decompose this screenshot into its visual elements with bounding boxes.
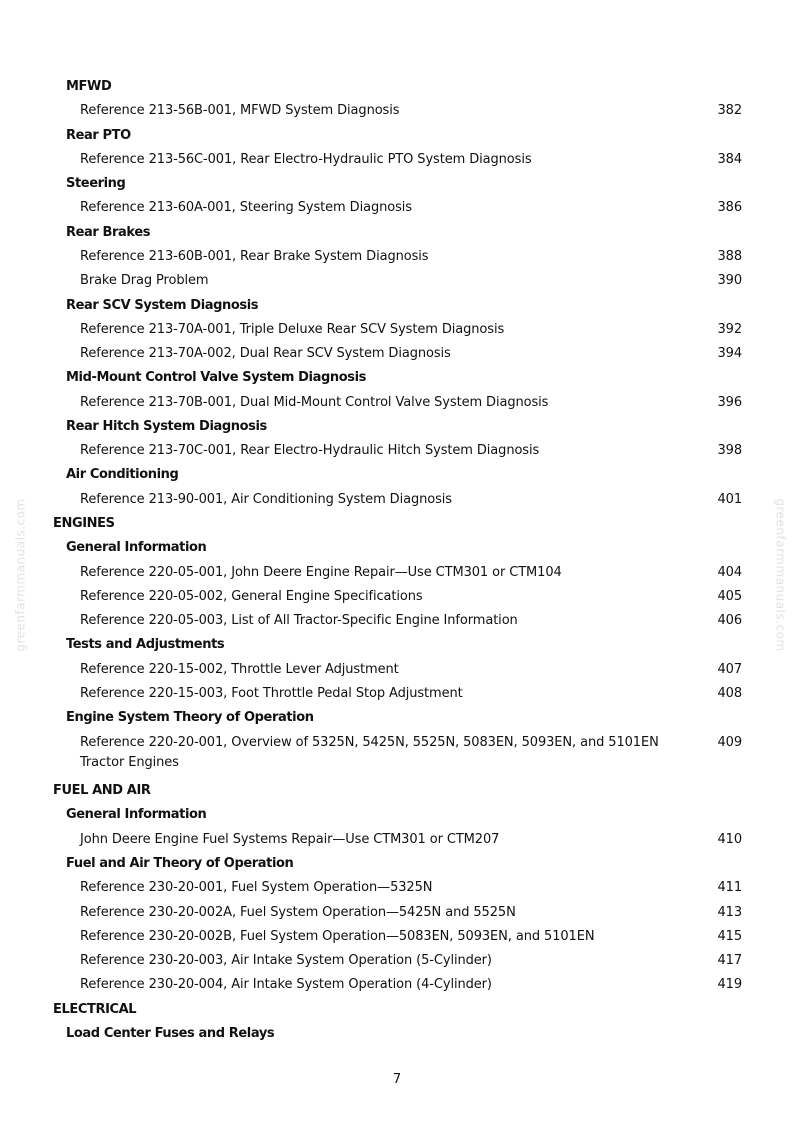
toc-entry-title: Reference 213-60B-001, Rear Brake System Diagnosis [80, 248, 429, 264]
toc-entry[interactable] [80, 344, 742, 364]
toc-entry-page: 419 [717, 977, 742, 993]
toc-entry[interactable] [80, 563, 742, 583]
toc-entry-title: John Deere Engine Fuel Systems Repair—Use CTM301 or CTM207 [80, 831, 500, 847]
toc-entry[interactable] [80, 684, 742, 704]
toc-section-heading: General Information [66, 540, 207, 556]
toc-entry-page: 413 [717, 904, 742, 920]
toc-entry-page: 406 [717, 613, 742, 629]
toc-entry-title: Reference 213-56B-001, MFWD System Diagnosis [80, 103, 400, 119]
toc-entry-page: 388 [717, 248, 742, 264]
toc-section-heading: Load Center Fuses and Relays [66, 1025, 275, 1041]
toc-section-heading: Fuel and Air Theory of Operation [66, 855, 294, 871]
watermark-right: greenfarmmanuals.com [773, 498, 788, 652]
toc-entry[interactable] [80, 490, 742, 510]
toc-section-heading: MFWD [66, 79, 112, 94]
toc-entry-title: Reference 213-56C-001, Rear Electro-Hydraulic PTO System Diagnosis [80, 151, 532, 167]
toc-chapter-heading: ELECTRICAL [53, 1001, 137, 1017]
toc-entry-page: 407 [717, 661, 742, 677]
toc-entry[interactable] [80, 951, 742, 971]
toc-section-heading: Steering [66, 176, 126, 192]
toc-entry-page: 401 [717, 491, 742, 507]
toc-entry[interactable] [80, 150, 742, 170]
toc-entry-title: Reference 220-15-002, Throttle Lever Adjustment [80, 661, 399, 677]
toc-entry-title: Reference 230-20-002A, Fuel System Operation—5425N and 5525N [80, 904, 516, 920]
toc-entry[interactable] [80, 733, 742, 773]
toc-entry[interactable] [80, 975, 742, 995]
toc-entry[interactable] [80, 271, 742, 291]
toc-entry-page: 396 [717, 394, 742, 410]
toc-entry-title: Reference 213-70A-002, Dual Rear SCV System Diagnosis [80, 346, 451, 362]
toc-entry[interactable] [80, 320, 742, 340]
toc-entry-title: Brake Drag Problem [80, 273, 209, 289]
toc-entry-title: Reference 213-90-001, Air Conditioning System Diagnosis [80, 491, 452, 507]
toc-entry-page: 409 [717, 734, 742, 750]
toc-entry[interactable] [80, 101, 742, 121]
toc-entry-page: 417 [717, 953, 742, 969]
toc-entry[interactable] [80, 441, 742, 461]
page-number: 7 [392, 1072, 402, 1087]
toc-chapter-heading: FUEL AND AIR [53, 783, 151, 799]
toc-entry-page: 405 [717, 588, 742, 604]
toc-section-heading: Rear Hitch System Diagnosis [66, 418, 267, 434]
toc-section-heading: Mid-Mount Control Valve System Diagnosis [66, 370, 366, 386]
toc-entry-page: 404 [717, 564, 742, 580]
toc-entry-title: Reference 213-70B-001, Dual Mid-Mount Control Valve System Diagnosis [80, 394, 549, 410]
toc-entry-page: 390 [717, 273, 742, 289]
toc-entry-page: 382 [717, 103, 742, 119]
toc-entry-page: 392 [717, 321, 742, 337]
toc-entry-title: Reference 213-70C-001, Rear Electro-Hydraulic Hitch System Diagnosis [80, 443, 540, 459]
toc-entry[interactable] [80, 247, 742, 267]
toc-entry[interactable] [80, 878, 742, 898]
toc-entry-page: 408 [717, 686, 742, 701]
toc-section-heading: Tests and Adjustments [66, 637, 225, 653]
toc-entry-page: 386 [717, 200, 742, 216]
toc-entry-title: Reference 213-60A-001, Steering System Diagnosis [80, 200, 412, 216]
toc-section-heading: Rear Brakes [66, 224, 151, 240]
toc-entry-title: Reference 230-20-002B, Fuel System Operation—5083EN, 5093EN, and 5101EN [80, 928, 595, 944]
toc-entry-title: Reference 220-05-001, John Deere Engine Repair—Use CTM301 or CTM104 [80, 564, 562, 580]
toc-entry-title: Reference 220-05-002, General Engine Specifications [80, 588, 423, 604]
toc-entry-page: 415 [717, 928, 742, 944]
toc-entry-title: Reference 220-20-001, Overview of 5325N, 5425N, 5525N, 5083EN, 5093EN, and 5101EN Tractor Engines [80, 734, 659, 770]
toc-entry-page: 394 [717, 346, 742, 362]
toc-entry-page: 411 [717, 880, 742, 896]
toc-entry[interactable] [80, 393, 742, 413]
toc-entry-page: 398 [717, 443, 742, 459]
toc-section-heading: Engine System Theory of Operation [66, 710, 314, 726]
toc-entry[interactable] [80, 660, 742, 680]
toc-entry-title: Reference 220-05-003, List of All Tractor-Specific Engine Information [80, 613, 518, 629]
toc-section-heading: Rear SCV System Diagnosis [66, 297, 259, 313]
toc-section-heading: Rear PTO [66, 127, 131, 143]
toc-entry[interactable] [80, 830, 742, 850]
toc-entry-title: Reference 230-20-004, Air Intake System Operation (4-Cylinder) [80, 977, 492, 993]
toc-section-heading: Air Conditioning [66, 467, 179, 483]
toc-entry-title: Reference 220-15-003, Foot Throttle Pedal Stop Adjustment [80, 686, 463, 701]
watermark-left: greenfarmmanuals.com [13, 498, 28, 652]
toc-entry-title: Reference 213-70A-001, Triple Deluxe Rear SCV System Diagnosis [80, 321, 505, 337]
toc-entry-page: 384 [717, 151, 742, 167]
toc-entry-page: 410 [717, 831, 742, 847]
toc-entry[interactable] [80, 198, 742, 218]
toc-entry-title: Reference 230-20-001, Fuel System Operation—5325N [80, 880, 433, 896]
toc-entry[interactable] [80, 903, 742, 923]
toc-entry[interactable] [80, 611, 742, 631]
toc-entry[interactable] [80, 587, 742, 607]
toc-section-heading: General Information [66, 807, 207, 823]
toc-entry-title: Reference 230-20-003, Air Intake System Operation (5-Cylinder) [80, 953, 492, 969]
toc-entry[interactable] [80, 927, 742, 947]
toc-chapter-heading: ENGINES [53, 516, 115, 532]
